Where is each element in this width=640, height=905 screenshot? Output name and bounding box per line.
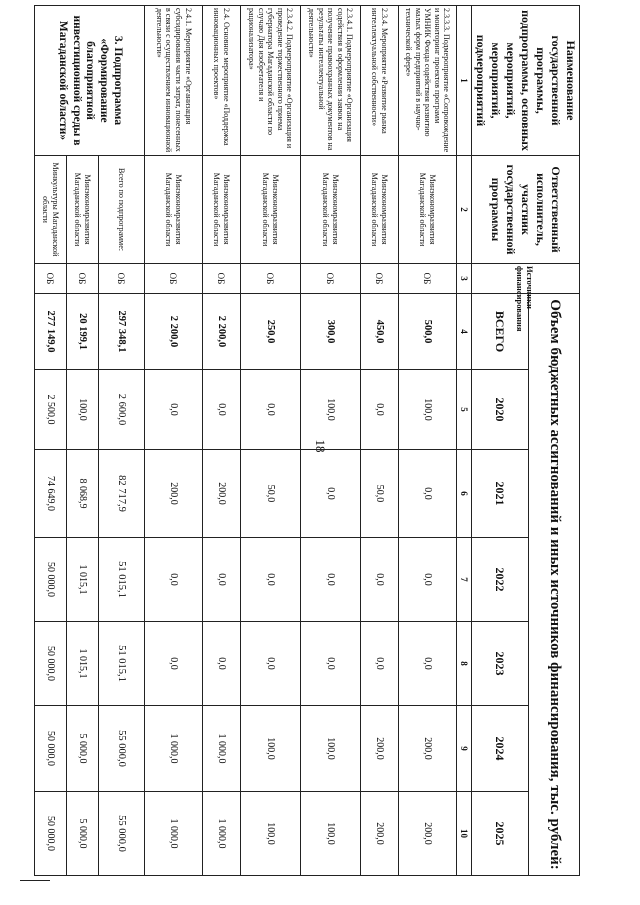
row-total: 20 199,1 [67,294,99,370]
header-total: ВСЕГО [472,294,529,370]
table-row [361,6,399,876]
row-value-2022: 1 015,1 [67,538,99,622]
row-responsible: Минэкономразвития Магаданской области [361,156,399,264]
col-number: 6 [457,450,472,538]
header-year-2023: 2023 [472,622,529,706]
row-value-2024: 200,0 [361,706,399,792]
row-value-2020: 0,0 [203,370,241,450]
row-responsible: Всего по подпрограмме: [99,156,145,264]
rotated-table-container [41,5,580,875]
row-source: ОБ [35,264,67,294]
header-budget: Объем бюджетных ассигнований и иных источников финансирования, тыс. рублей: [528,294,579,876]
row-value-2021: 82 717,9 [99,450,145,538]
col-number: 2 [457,156,472,264]
row-value-2022: 50 000,0 [35,538,67,622]
header-responsible: Ответственный исполнитель, участник государственной программы [472,156,580,264]
subprogram-name: 3. Подпрограмма «Формирование благоприятной инвестиционной среды в Магаданской области» [35,6,145,156]
row-value-2023: 0,0 [361,622,399,706]
row-value-2020: 0,0 [145,370,203,450]
row-value-2025: 100,0 [301,792,361,876]
row-value-2021: 200,0 [203,450,241,538]
row-value-2020: 0,0 [361,370,399,450]
col-number: 1 [457,6,472,156]
row-value-2023: 0,0 [301,622,361,706]
row-name: 2.4. Основное мероприятие «Поддержка инновационных проектов» [203,6,241,156]
header-year-2024: 2024 [472,706,529,792]
row-name: 2.4.1. Мероприятие «Организация субсидирования части затрат, понесенных в связи с осуществлением инновационной деятельности» [145,6,203,156]
row-value-2024: 55 000,0 [99,706,145,792]
row-source: ОБ [99,264,145,294]
row-value-2022: 0,0 [145,538,203,622]
col-number: 3 [457,264,472,294]
row-value-2021: 50,0 [241,450,301,538]
row-value-2025: 50 000,0 [35,792,67,876]
row-value-2023: 0,0 [241,622,301,706]
table-row [145,6,203,876]
row-value-2020: 0,0 [241,370,301,450]
row-responsible: Минкультуры Магаданской области [35,156,67,264]
row-value-2020: 100,0 [67,370,99,450]
row-value-2022: 0,0 [361,538,399,622]
row-source: ОБ [241,264,301,294]
row-value-2020: 100,0 [301,370,361,450]
row-value-2025: 1 000,0 [203,792,241,876]
row-value-2022: 51 015,1 [99,538,145,622]
row-name: 2.3.4. Мероприятие «Развитие рынка интеллектуальной собственности» [361,6,399,156]
row-value-2021: 74 649,0 [35,450,67,538]
row-value-2024: 1 000,0 [203,706,241,792]
row-source: ОБ [361,264,399,294]
row-name: 2.3.3.3. Подмероприятие «Сопровождение и мониторинг проектов программ УМНИК Фонда содействия развитию малых форм предприятий в научно-технической сфере» [399,6,457,156]
row-responsible: Минэкономразвития Магаданской области [203,156,241,264]
row-value-2020: 2 600,0 [99,370,145,450]
row-value-2025: 200,0 [399,792,457,876]
row-value-2025: 100,0 [241,792,301,876]
row-source: ОБ [301,264,361,294]
row-value-2024: 100,0 [241,706,301,792]
row-value-2022: 0,0 [301,538,361,622]
row-value-2022: 0,0 [203,538,241,622]
row-value-2023: 50 000,0 [35,622,67,706]
row-total: 500,0 [399,294,457,370]
row-value-2021: 0,0 [399,450,457,538]
table-row [301,6,361,876]
col-number: 5 [457,370,472,450]
row-total: 277 149,0 [35,294,67,370]
row-name: 2.3.4.1. Подмероприятие «Организация содействия в оформлении заявок на получение правоохранных документов на результаты интеллектуальной деятельности» [301,6,361,156]
row-source: ОБ [67,264,99,294]
header-year-2022: 2022 [472,538,529,622]
row-name: 2.3.4.2. Подмероприятие «Организация и проведение торжественного приема губернатора Магаданской области по случаю Дня изобретателя и рационализатора» [241,6,301,156]
header-name: Наименование государственной программы, подпрограммы, основных мероприятий, мероприятий, подмероприятий [472,6,580,156]
row-total: 2 200,0 [203,294,241,370]
row-value-2025: 200,0 [361,792,399,876]
row-value-2023: 1 015,1 [67,622,99,706]
row-responsible: Минэкономразвития Магаданской области [145,156,203,264]
header-year-2021: 2021 [472,450,529,538]
col-number: 4 [457,294,472,370]
table-row [399,6,457,876]
row-source: ОБ [399,264,457,294]
row-value-2024: 5 000,0 [67,706,99,792]
page-edge-mark [20,880,50,881]
header-source: Источники финансирования [472,264,580,294]
row-total: 2 200,0 [145,294,203,370]
row-value-2021: 50,0 [361,450,399,538]
row-value-2020: 2 500,0 [35,370,67,450]
row-responsible: Минэкономразвития Магаданской области [67,156,99,264]
row-total: 300,0 [301,294,361,370]
row-total: 250,0 [241,294,301,370]
row-value-2022: 0,0 [399,538,457,622]
row-source: ОБ [203,264,241,294]
row-value-2022: 0,0 [241,538,301,622]
col-number: 10 [457,792,472,876]
row-total: 297 348,1 [99,294,145,370]
subprogram-row [99,6,145,876]
header-year-2020: 2020 [472,370,529,450]
row-total: 450,0 [361,294,399,370]
table-row [203,6,241,876]
row-value-2023: 0,0 [203,622,241,706]
page-number: 18 [313,439,328,453]
row-value-2024: 1 000,0 [145,706,203,792]
row-value-2020: 100,0 [399,370,457,450]
row-responsible: Минэкономразвития Магаданской области [399,156,457,264]
row-responsible: Минэкономразвития Магаданской области [241,156,301,264]
row-value-2023: 0,0 [145,622,203,706]
row-source: ОБ [145,264,203,294]
row-responsible: Минэкономразвития Магаданской области [301,156,361,264]
row-value-2023: 0,0 [399,622,457,706]
row-value-2025: 1 000,0 [145,792,203,876]
row-value-2021: 8 068,9 [67,450,99,538]
col-number: 8 [457,622,472,706]
row-value-2024: 100,0 [301,706,361,792]
header-year-2025: 2025 [472,792,529,876]
row-value-2025: 5 000,0 [67,792,99,876]
row-value-2021: 0,0 [301,450,361,538]
row-value-2025: 55 000,0 [99,792,145,876]
row-value-2021: 200,0 [145,450,203,538]
col-number: 7 [457,538,472,622]
row-value-2024: 50 000,0 [35,706,67,792]
col-number: 9 [457,706,472,792]
row-value-2024: 200,0 [399,706,457,792]
row-value-2023: 51 015,1 [99,622,145,706]
table-row [241,6,301,876]
budget-table [34,5,580,876]
